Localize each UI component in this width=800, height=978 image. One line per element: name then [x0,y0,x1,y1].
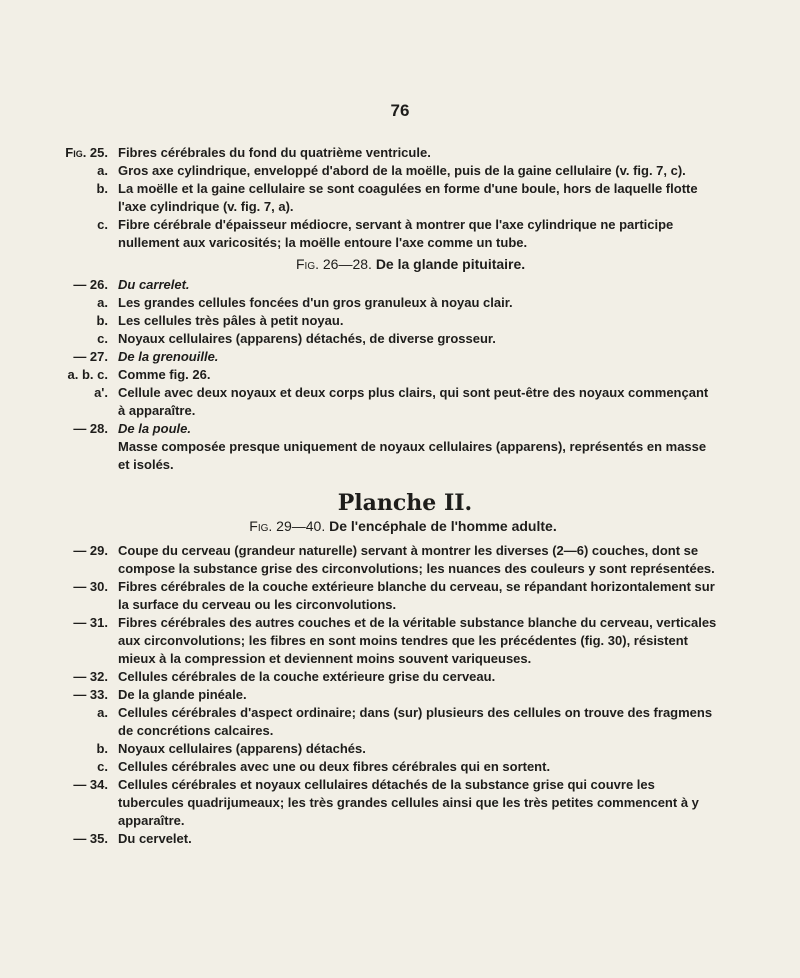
entry-fig-32 [0,668,800,686]
entry-text: Cellule avec deux noyaux et deux corps plus clairs, qui sont peut-être des noyaux commençant à apparaître. [118,385,709,418]
entry-text: Coupe du cerveau (grandeur naturelle) servant à montrer les diverses (2—6) couches, dont se compose la substance grise des circonvolutions; les nuances des couleurs y sont représentées. [118,543,715,576]
entry-label: a. [97,163,108,178]
entry-fig-25 [0,144,800,162]
entry-fig-27-a-prime [0,384,800,420]
entry-label: c. [97,759,108,774]
entry-label: — 29. [73,543,108,558]
entry-label: b. [96,313,108,328]
entry-label: — 31. [73,615,108,630]
entry-label: — 28. [73,421,108,436]
entry-label: — 34. [73,777,108,792]
entry-text: Noyaux cellulaires (apparens) détachés, de diverse grosseur. [118,331,496,346]
page-number: 76 [390,101,410,120]
entry-fig-25-b [0,180,800,216]
entry-label: — 35. [73,831,108,846]
entry-fig-28-desc [0,438,800,474]
entry-fig-25-a [0,162,800,180]
entry-label: b. [96,181,108,196]
entry-fig-26-a [0,294,800,312]
entry-fig-33-c [0,758,800,776]
entry-text: Cellules cérébrales avec une ou deux fibres cérébrales qui en sortent. [118,759,551,774]
entry-text: De la glande pinéale. [118,687,247,702]
entry-text: Cellules cérébrales d'aspect ordinaire; dans (sur) plusieurs des cellules on trouve des fragmens de concrétions calcaires. [118,705,713,738]
entry-label: a. [97,295,108,310]
entry-text: Fibres cérébrales du fond du quatrième ventricule. [118,145,431,160]
entry-label: c. [97,331,108,346]
figure-list-fig-26-28 [0,276,800,474]
entry-label: b. [96,741,108,756]
entry-fig-30 [0,578,800,614]
entry-text: La moëlle et la gaine cellulaire se sont coagulées en forme d'une boule, hors de laquelle flotte l'axe cylindrique (v. fig. 7, a). [118,181,698,214]
entry-text: Comme fig. 26. [118,367,211,382]
entry-fig-33 [0,686,800,704]
entry-text: Les grandes cellules foncées d'un gros granuleux à noyau clair. [118,295,513,310]
entry-text: Du cervelet. [118,831,192,846]
entry-text: De la poule. [118,421,191,436]
entry-label: — 33. [73,687,108,702]
entry-fig-25-c [0,216,800,252]
section-heading-encephale [0,516,800,536]
entry-label: — 26. [73,277,108,292]
entry-fig-33-b [0,740,800,758]
entry-text: Cellules cérébrales et noyaux cellulaires détachés de la substance grise qui couvre les tubercules quadrijumeaux; les très grandes cellules ainsi que les très petites commencent à y apparaître. [118,777,699,828]
entry-fig-27-abc [0,366,800,384]
heading-figure-range: Fig. 26—28. [296,256,372,272]
entry-fig-27 [0,348,800,366]
heading-title: De l'encéphale de l'homme adulte. [329,518,557,534]
entry-fig-28 [0,420,800,438]
entry-label: — 32. [73,669,108,684]
entry-text: Fibre cérébrale d'épaisseur médiocre, servant à montrer que l'axe cylindrique ne participe nullement aux varicosités; la moëlle entoure l'axe comme un tube. [118,217,674,250]
entry-text: Noyaux cellulaires (apparens) détachés. [118,741,366,756]
figure-list-fig-29-35 [0,542,800,848]
entry-fig-33-a [0,704,800,740]
page-content [0,144,800,848]
entry-text: Du carrelet. [118,277,190,292]
entry-fig-35 [0,830,800,848]
entry-text: De la grenouille. [118,349,219,364]
entry-label: — 27. [73,349,108,364]
entry-fig-31 [0,614,800,668]
heading-figure-range: Fig. 29—40. [249,518,326,534]
heading-title: De la glande pituitaire. [375,256,526,272]
section-heading-glande-pituitaire [0,254,800,274]
plate-title: Planche II. [337,490,473,516]
entry-text: Masse composée presque uniquement de noyaux cellulaires (apparens), représentés en masse et isolés. [118,439,707,472]
entry-fig-26-c [0,330,800,348]
entry-fig-29 [0,542,800,578]
entry-label: a. b. c. [67,367,108,382]
entry-fig-26-b [0,312,800,330]
entry-text: Gros axe cylindrique, enveloppé d'abord de la moëlle, puis de la gaine cellulaire (v. fig. 7, c). [118,163,686,178]
entry-label: a'. [94,385,108,400]
entry-text: Les cellules très pâles à petit noyau. [118,313,344,328]
figure-list-fig-25 [0,144,800,252]
entry-label: Fig. 25. [65,145,108,160]
entry-label: a. [97,705,108,720]
entry-text: Fibres cérébrales de la couche extérieure blanche du cerveau, se répandant horizontalement sur la surface du cerveau ou les circonvolutions. [118,579,715,612]
entry-text: Cellules cérébrales de la couche extérieure grise du cerveau. [118,669,496,684]
entry-label: — 30. [73,579,108,594]
entry-fig-26 [0,276,800,294]
entry-fig-34 [0,776,800,830]
entry-label: c. [97,217,108,232]
entry-text: Fibres cérébrales des autres couches et de la véritable substance blanche du cerveau, verticales aux circonvolutions; les fibres en sont moins tendres que les précédentes (fig. 30), résistent mieux à la compression et deviennent moins souvent variqueuses. [118,615,717,666]
